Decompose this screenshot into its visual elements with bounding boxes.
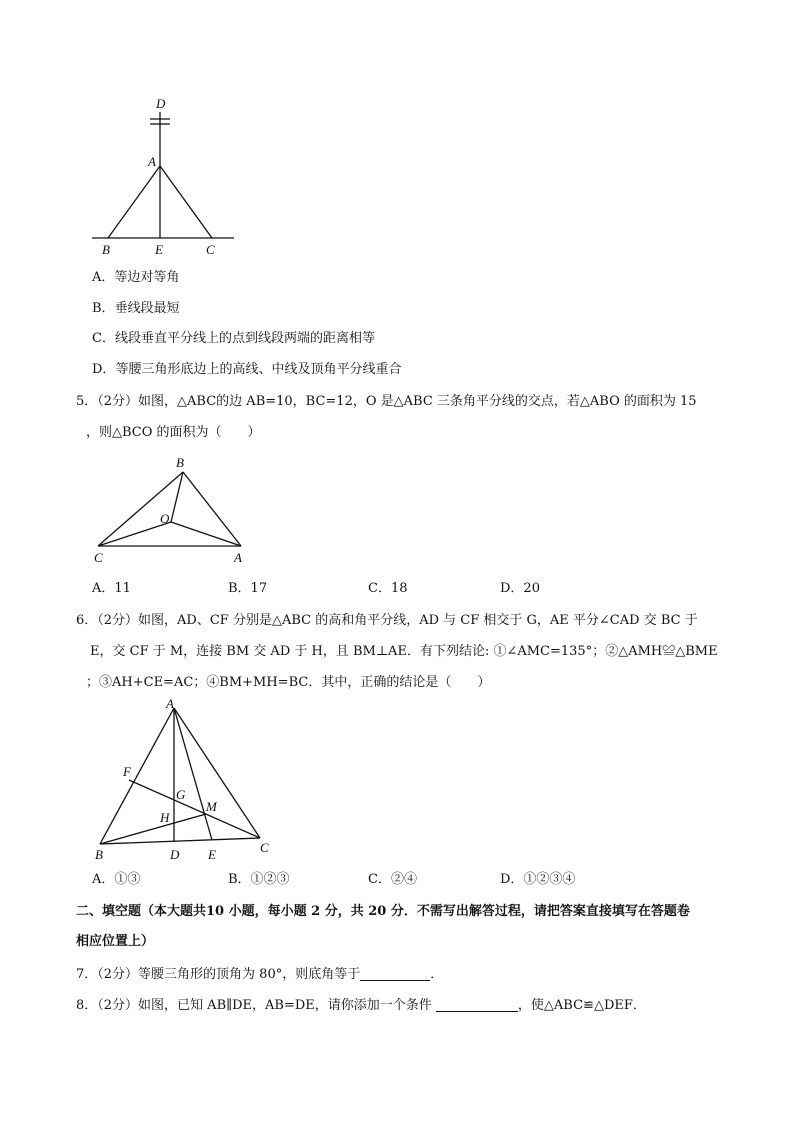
q4-option-c xyxy=(92,330,375,348)
q6-stem-line3: ；③AH+CE=AC；④BM+MH=BC．其中，正确的结论是（ ） xyxy=(86,675,491,690)
label-b: B xyxy=(102,242,110,257)
bisector-ae xyxy=(174,708,212,840)
option-key: B． xyxy=(92,301,115,316)
segment-oa xyxy=(171,522,241,546)
section-heading-line1: 二、填空题（本大题共10 小题，每小题 2 分，共 20 分．不需写出解答过程，请把答案直接填写在答题卷 xyxy=(76,904,690,919)
q8-text: 8．（2分）如图，已知 AB∥DE，AB=DE，请你添加一个条件 xyxy=(76,998,432,1013)
q6-option-a: A．①③ xyxy=(92,872,141,887)
segment-bm xyxy=(100,814,206,844)
side-ab xyxy=(108,166,160,238)
label-c: C xyxy=(94,550,103,565)
label-m: M xyxy=(206,799,217,814)
q8-stem xyxy=(76,997,646,1015)
label-g: G xyxy=(176,787,186,802)
label-a: A xyxy=(166,696,174,711)
option-key: A． xyxy=(92,270,115,285)
label-f: F xyxy=(123,764,131,779)
q7-answer-blank[interactable] xyxy=(360,966,430,981)
q6-stem-line1: 6．（2分）如图，AD、CF 分别是△ABC 的高和角平分线，AD 与 CF 相交于 G，AE 平分∠CAD 交 BC 于 xyxy=(76,613,698,628)
segment-ob xyxy=(171,472,183,522)
label-d: D xyxy=(156,96,166,111)
q4-figure xyxy=(88,94,238,260)
q7-text: 7．（2分）等腰三角形的顶角为 80°，则底角等于 xyxy=(76,967,361,982)
section-heading-line2: 相应位置上） xyxy=(76,934,155,949)
q6-option-b: B．①②③ xyxy=(228,872,290,887)
q5-option-d: D．20 xyxy=(500,581,540,596)
q8-answer-blank[interactable] xyxy=(436,997,518,1012)
q4-option-d xyxy=(92,361,401,379)
q5-option-a: A．11 xyxy=(92,581,131,596)
q4-option-b xyxy=(92,300,180,318)
q6-figure xyxy=(88,696,278,866)
option-key: D． xyxy=(92,362,116,377)
label-c: C xyxy=(206,242,215,257)
label-e: E xyxy=(155,242,163,257)
side-bc xyxy=(98,472,183,546)
option-key: C． xyxy=(92,331,115,346)
label-a: A xyxy=(234,550,242,565)
q6-option-d: D．①②③④ xyxy=(500,872,576,887)
q7-end: ． xyxy=(430,967,444,982)
side-ac xyxy=(160,166,212,238)
side-ba xyxy=(183,472,241,546)
label-c: C xyxy=(260,840,269,855)
label-o: O xyxy=(160,511,170,526)
q6-stem-line2: E，交 CF 于 M，连接 BM 交 AD 于 H，且 BM⊥AE．有下列结论: ①∠AMC=135°；②△AMH≌△BME xyxy=(90,644,718,659)
q6-option-c: C．②④ xyxy=(368,872,417,887)
q5-stem-line2: ，则△BCO 的面积为（ ） xyxy=(86,425,261,440)
label-b: B xyxy=(176,455,184,470)
side-bc xyxy=(100,838,260,844)
label-h: H xyxy=(160,810,170,825)
q4-option-a xyxy=(92,269,179,287)
option-text: 等腰三角形底边上的高线、中线及顶角平分线重合 xyxy=(115,362,402,377)
q5-stem-line1: 5．（2分）如图，△ABC的边 AB=10，BC=12，O 是△ABC 三条角平分线的交点，若△ABO 的面积为 15 xyxy=(76,394,697,409)
q7-stem xyxy=(76,966,443,984)
q5-figure xyxy=(88,452,258,570)
label-d: D xyxy=(170,847,180,862)
option-text: 垂线段最短 xyxy=(114,301,180,316)
q5-option-c: C．18 xyxy=(368,581,408,596)
q5-option-b: B．17 xyxy=(228,581,268,596)
option-text: 等边对等角 xyxy=(114,270,180,285)
label-e: E xyxy=(208,847,216,862)
label-b: B xyxy=(95,847,103,862)
option-text: 线段垂直平分线上的点到线段两端的距离相等 xyxy=(114,331,375,346)
q8-end: ，使△ABC≌△DEF． xyxy=(517,998,646,1013)
label-a: A xyxy=(148,154,156,169)
